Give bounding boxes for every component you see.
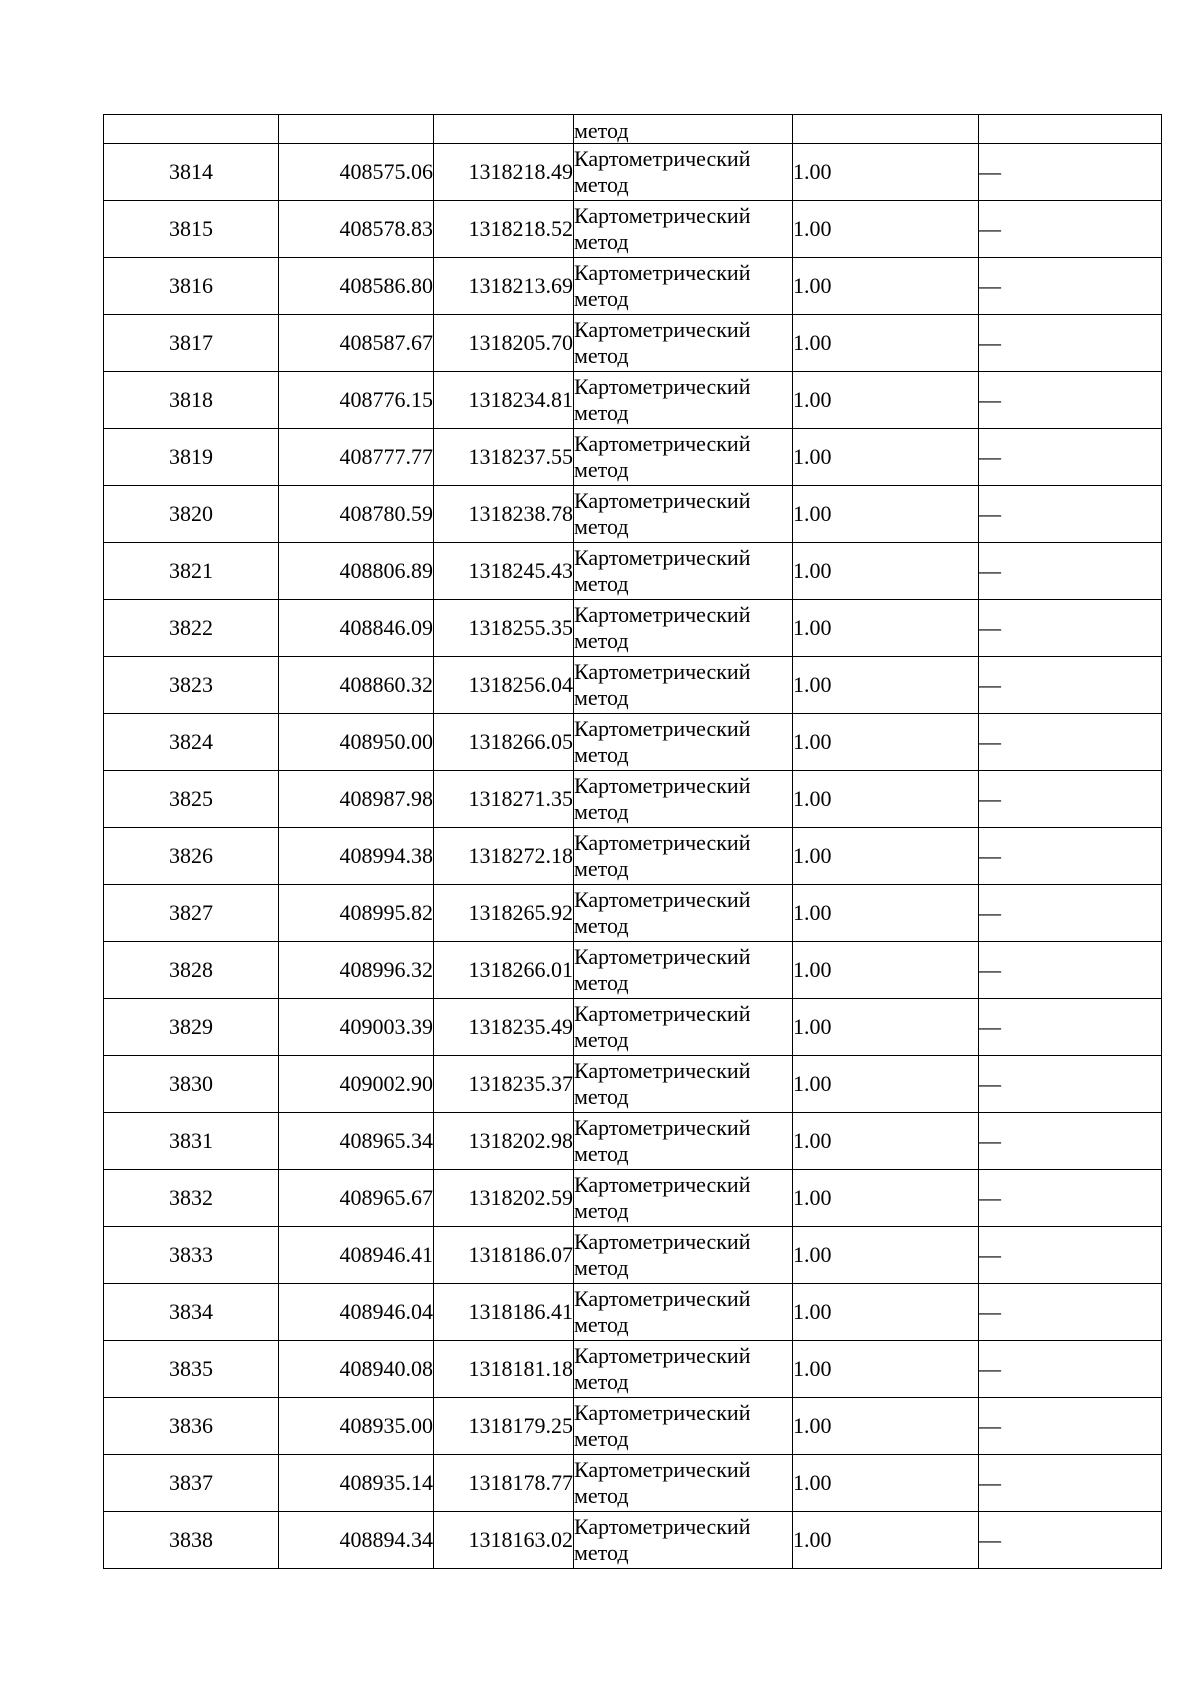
cell-x-coordinate: 408940.08	[279, 1341, 434, 1398]
cell-note: —	[979, 1341, 1162, 1398]
cell-y-coordinate: 1318265.92	[434, 885, 574, 942]
cell-y-coordinate: 1318186.41	[434, 1284, 574, 1341]
cell-x-coordinate: 408950.00	[279, 714, 434, 771]
cell-method	[574, 1170, 793, 1227]
cell-note: —	[979, 1227, 1162, 1284]
cell-point-number: 3819	[104, 429, 279, 486]
cell-note: —	[979, 885, 1162, 942]
cell-accuracy: 1.00	[793, 144, 979, 201]
method-text-line1: Картометрический	[574, 602, 751, 627]
cell-method	[574, 543, 793, 600]
cell-x-coordinate: 408777.77	[279, 429, 434, 486]
method-text-line1: Картометрический	[574, 1286, 751, 1311]
cell-method	[574, 714, 793, 771]
cell-accuracy: 1.00	[793, 1056, 979, 1113]
cell-x-coordinate: 408776.15	[279, 372, 434, 429]
method-text-line1: Картометрический	[574, 1001, 751, 1026]
cell-accuracy: 1.00	[793, 486, 979, 543]
table-row	[104, 543, 1162, 600]
cell-method	[574, 942, 793, 999]
cell-point-number: 3835	[104, 1341, 279, 1398]
cell-note: —	[979, 714, 1162, 771]
method-text-line1: Картометрический	[574, 1229, 751, 1254]
cell-accuracy: 1.00	[793, 1341, 979, 1398]
table-row	[104, 885, 1162, 942]
method-text-line2: метод	[574, 1255, 629, 1280]
cell-x-coordinate: 408894.34	[279, 1512, 434, 1569]
cell-y-coordinate: 1318255.35	[434, 600, 574, 657]
table-row-continuation	[104, 115, 1162, 144]
method-text-line2: метод	[574, 1483, 629, 1508]
cell-method	[574, 486, 793, 543]
cell-note: —	[979, 201, 1162, 258]
table-row	[104, 315, 1162, 372]
cell-point-number: 3814	[104, 144, 279, 201]
method-text-line2: метод	[574, 1426, 629, 1451]
coordinates-table	[103, 114, 1162, 1569]
cell-x-coordinate: 408996.32	[279, 942, 434, 999]
cell-x-coordinate: 408935.00	[279, 1398, 434, 1455]
table-row	[104, 1341, 1162, 1398]
method-text-line1: Картометрический	[574, 887, 751, 912]
table-row	[104, 999, 1162, 1056]
cell-y-coordinate: 1318256.04	[434, 657, 574, 714]
method-text-line2: метод	[574, 1198, 629, 1223]
cell-y-coordinate: 1318202.59	[434, 1170, 574, 1227]
cell-note: —	[979, 1455, 1162, 1512]
cell-y-coordinate: 1318234.81	[434, 372, 574, 429]
cell-point-number: 3828	[104, 942, 279, 999]
cell-y-coordinate: 1318218.52	[434, 201, 574, 258]
table-row	[104, 600, 1162, 657]
cell-accuracy: 1.00	[793, 372, 979, 429]
cell-point-number: 3817	[104, 315, 279, 372]
method-text: метод	[574, 118, 629, 143]
cell-note: —	[979, 1284, 1162, 1341]
cell-y-coordinate: 1318235.37	[434, 1056, 574, 1113]
table-row	[104, 1284, 1162, 1341]
cell-method	[574, 828, 793, 885]
cell-y-coordinate: 1318266.01	[434, 942, 574, 999]
cell-method	[574, 144, 793, 201]
cell-x-coordinate: 408806.89	[279, 543, 434, 600]
method-text-line2: метод	[574, 856, 629, 881]
method-text-line2: метод	[574, 799, 629, 824]
cell-x-coordinate: 408578.83	[279, 201, 434, 258]
cell-point-number: 3815	[104, 201, 279, 258]
cell-method	[574, 258, 793, 315]
cell-note: —	[979, 999, 1162, 1056]
cell-x-coordinate: 409003.39	[279, 999, 434, 1056]
cell-accuracy: 1.00	[793, 543, 979, 600]
method-text-line2: метод	[574, 229, 629, 254]
cell-x-coordinate: 408587.67	[279, 315, 434, 372]
method-text-line2: метод	[574, 1369, 629, 1394]
cell-accuracy: 1.00	[793, 771, 979, 828]
cell-x-coordinate: 409002.90	[279, 1056, 434, 1113]
cell-method	[574, 1056, 793, 1113]
cell-x-coordinate: 408994.38	[279, 828, 434, 885]
cell-y-coordinate: 1318272.18	[434, 828, 574, 885]
cell-x-coordinate: 408946.04	[279, 1284, 434, 1341]
cell-y-coordinate: 1318178.77	[434, 1455, 574, 1512]
cell-note: —	[979, 258, 1162, 315]
method-text-line1: Картометрический	[574, 545, 751, 570]
cell-x-coordinate: 408860.32	[279, 657, 434, 714]
cell-point-number: 3818	[104, 372, 279, 429]
table-row	[104, 486, 1162, 543]
cell-method	[574, 771, 793, 828]
cell-y-coordinate: 1318213.69	[434, 258, 574, 315]
cell-note: —	[979, 1113, 1162, 1170]
cell-accuracy: 1.00	[793, 1455, 979, 1512]
cell-point-number: 3827	[104, 885, 279, 942]
cell-method	[574, 657, 793, 714]
method-text-line1: Картометрический	[574, 1400, 751, 1425]
table-row	[104, 1512, 1162, 1569]
cell-method	[574, 1227, 793, 1284]
cell-accuracy: 1.00	[793, 1227, 979, 1284]
cell-method	[574, 429, 793, 486]
cell-x-coordinate: 408575.06	[279, 144, 434, 201]
method-text-line1: Картометрический	[574, 1343, 751, 1368]
cell-point-number: 3833	[104, 1227, 279, 1284]
cell-note: —	[979, 600, 1162, 657]
cell-x-coordinate: 408995.82	[279, 885, 434, 942]
cell-y-coordinate: 1318179.25	[434, 1398, 574, 1455]
method-text-line1: Картометрический	[574, 659, 751, 684]
cell-point-number: 3836	[104, 1398, 279, 1455]
cell-note: —	[979, 372, 1162, 429]
cell-y-coordinate: 1318218.49	[434, 144, 574, 201]
cell-note: —	[979, 486, 1162, 543]
method-text-line1: Картометрический	[574, 431, 751, 456]
table-row	[104, 201, 1162, 258]
cell-point-number: 3830	[104, 1056, 279, 1113]
method-text-line2: метод	[574, 628, 629, 653]
cell-y-coordinate: 1318163.02	[434, 1512, 574, 1569]
cell-point-number: 3837	[104, 1455, 279, 1512]
cell-point-number: 3838	[104, 1512, 279, 1569]
method-text-line1: Картометрический	[574, 1457, 751, 1482]
method-text-line1: Картометрический	[574, 773, 751, 798]
cell-x-coordinate: 408935.14	[279, 1455, 434, 1512]
table-row	[104, 372, 1162, 429]
cell-accuracy: 1.00	[793, 600, 979, 657]
cell-x-coordinate: 408586.80	[279, 258, 434, 315]
cell-method	[574, 201, 793, 258]
table-row	[104, 429, 1162, 486]
cell-x-coordinate: 408780.59	[279, 486, 434, 543]
cell-point-number: 3834	[104, 1284, 279, 1341]
cell-point-number: 3832	[104, 1170, 279, 1227]
cell-point-number	[104, 115, 279, 144]
method-text-line1: Картометрический	[574, 1058, 751, 1083]
cell-method	[574, 600, 793, 657]
method-text-line2: метод	[574, 685, 629, 710]
cell-point-number: 3829	[104, 999, 279, 1056]
method-text-line1: Картометрический	[574, 1115, 751, 1140]
cell-y-coordinate: 1318245.43	[434, 543, 574, 600]
cell-point-number: 3825	[104, 771, 279, 828]
cell-note: —	[979, 657, 1162, 714]
cell-accuracy: 1.00	[793, 315, 979, 372]
cell-note: —	[979, 828, 1162, 885]
cell-y-coordinate: 1318237.55	[434, 429, 574, 486]
method-text-line2: метод	[574, 913, 629, 938]
cell-method	[574, 1455, 793, 1512]
cell-point-number: 3816	[104, 258, 279, 315]
cell-y-coordinate	[434, 115, 574, 144]
method-text-line1: Картометрический	[574, 146, 751, 171]
table-row	[104, 1398, 1162, 1455]
cell-accuracy: 1.00	[793, 1512, 979, 1569]
cell-x-coordinate: 408846.09	[279, 600, 434, 657]
method-text-line2: метод	[574, 457, 629, 482]
table-row	[104, 657, 1162, 714]
cell-note: —	[979, 144, 1162, 201]
method-text-line1: Картометрический	[574, 203, 751, 228]
cell-note: —	[979, 942, 1162, 999]
cell-note: —	[979, 543, 1162, 600]
cell-accuracy: 1.00	[793, 885, 979, 942]
cell-point-number: 3821	[104, 543, 279, 600]
cell-method	[574, 999, 793, 1056]
table-row	[104, 1170, 1162, 1227]
table-row	[104, 828, 1162, 885]
cell-method	[574, 115, 793, 144]
cell-point-number: 3822	[104, 600, 279, 657]
table-row	[104, 714, 1162, 771]
cell-x-coordinate: 408965.34	[279, 1113, 434, 1170]
cell-x-coordinate: 408946.41	[279, 1227, 434, 1284]
cell-accuracy: 1.00	[793, 1170, 979, 1227]
cell-accuracy: 1.00	[793, 999, 979, 1056]
cell-method	[574, 1113, 793, 1170]
cell-accuracy: 1.00	[793, 828, 979, 885]
method-text-line2: метод	[574, 742, 629, 767]
table-row	[104, 1113, 1162, 1170]
cell-accuracy: 1.00	[793, 1284, 979, 1341]
method-text-line1: Картометрический	[574, 1172, 751, 1197]
method-text-line1: Картометрический	[574, 716, 751, 741]
cell-note: —	[979, 1512, 1162, 1569]
method-text-line1: Картометрический	[574, 374, 751, 399]
cell-note	[979, 115, 1162, 144]
cell-x-coordinate	[279, 115, 434, 144]
cell-note: —	[979, 771, 1162, 828]
table-row	[104, 144, 1162, 201]
cell-note: —	[979, 1398, 1162, 1455]
method-text-line2: метод	[574, 286, 629, 311]
cell-method	[574, 372, 793, 429]
cell-accuracy: 1.00	[793, 258, 979, 315]
cell-y-coordinate: 1318202.98	[434, 1113, 574, 1170]
cell-accuracy: 1.00	[793, 1398, 979, 1455]
method-text-line1: Картометрический	[574, 488, 751, 513]
cell-note: —	[979, 429, 1162, 486]
cell-y-coordinate: 1318238.78	[434, 486, 574, 543]
cell-method	[574, 1284, 793, 1341]
method-text-line2: метод	[574, 1141, 629, 1166]
method-text-line1: Картометрический	[574, 830, 751, 855]
cell-y-coordinate: 1318186.07	[434, 1227, 574, 1284]
cell-accuracy: 1.00	[793, 942, 979, 999]
table-row	[104, 942, 1162, 999]
method-text-line2: метод	[574, 1027, 629, 1052]
method-text-line2: метод	[574, 172, 629, 197]
cell-x-coordinate: 408965.67	[279, 1170, 434, 1227]
cell-y-coordinate: 1318181.18	[434, 1341, 574, 1398]
table-row	[104, 1227, 1162, 1284]
table-row	[104, 1056, 1162, 1113]
method-text-line1: Картометрический	[574, 317, 751, 342]
method-text-line2: метод	[574, 343, 629, 368]
cell-accuracy: 1.00	[793, 429, 979, 486]
method-text-line2: метод	[574, 970, 629, 995]
cell-y-coordinate: 1318235.49	[434, 999, 574, 1056]
cell-note: —	[979, 315, 1162, 372]
cell-y-coordinate: 1318271.35	[434, 771, 574, 828]
cell-y-coordinate: 1318205.70	[434, 315, 574, 372]
method-text-line2: метод	[574, 1312, 629, 1337]
table-row	[104, 258, 1162, 315]
method-text-line2: метод	[574, 1540, 629, 1565]
cell-point-number: 3831	[104, 1113, 279, 1170]
table-row	[104, 771, 1162, 828]
cell-accuracy: 1.00	[793, 1113, 979, 1170]
method-text-line1: Картометрический	[574, 1514, 751, 1539]
cell-point-number: 3823	[104, 657, 279, 714]
cell-accuracy: 1.00	[793, 714, 979, 771]
table-body	[104, 115, 1162, 1569]
cell-note: —	[979, 1170, 1162, 1227]
cell-method	[574, 1341, 793, 1398]
cell-point-number: 3820	[104, 486, 279, 543]
cell-accuracy: 1.00	[793, 201, 979, 258]
table-row	[104, 1455, 1162, 1512]
cell-note: —	[979, 1056, 1162, 1113]
cell-method	[574, 315, 793, 372]
method-text-line2: метод	[574, 514, 629, 539]
cell-accuracy: 1.00	[793, 657, 979, 714]
method-text-line2: метод	[574, 400, 629, 425]
cell-point-number: 3826	[104, 828, 279, 885]
cell-accuracy	[793, 115, 979, 144]
cell-method	[574, 1398, 793, 1455]
method-text-line1: Картометрический	[574, 260, 751, 285]
method-text-line2: метод	[574, 1084, 629, 1109]
method-text-line2: метод	[574, 571, 629, 596]
cell-method	[574, 1512, 793, 1569]
cell-y-coordinate: 1318266.05	[434, 714, 574, 771]
cell-x-coordinate: 408987.98	[279, 771, 434, 828]
method-text-line1: Картометрический	[574, 944, 751, 969]
cell-point-number: 3824	[104, 714, 279, 771]
cell-method	[574, 885, 793, 942]
